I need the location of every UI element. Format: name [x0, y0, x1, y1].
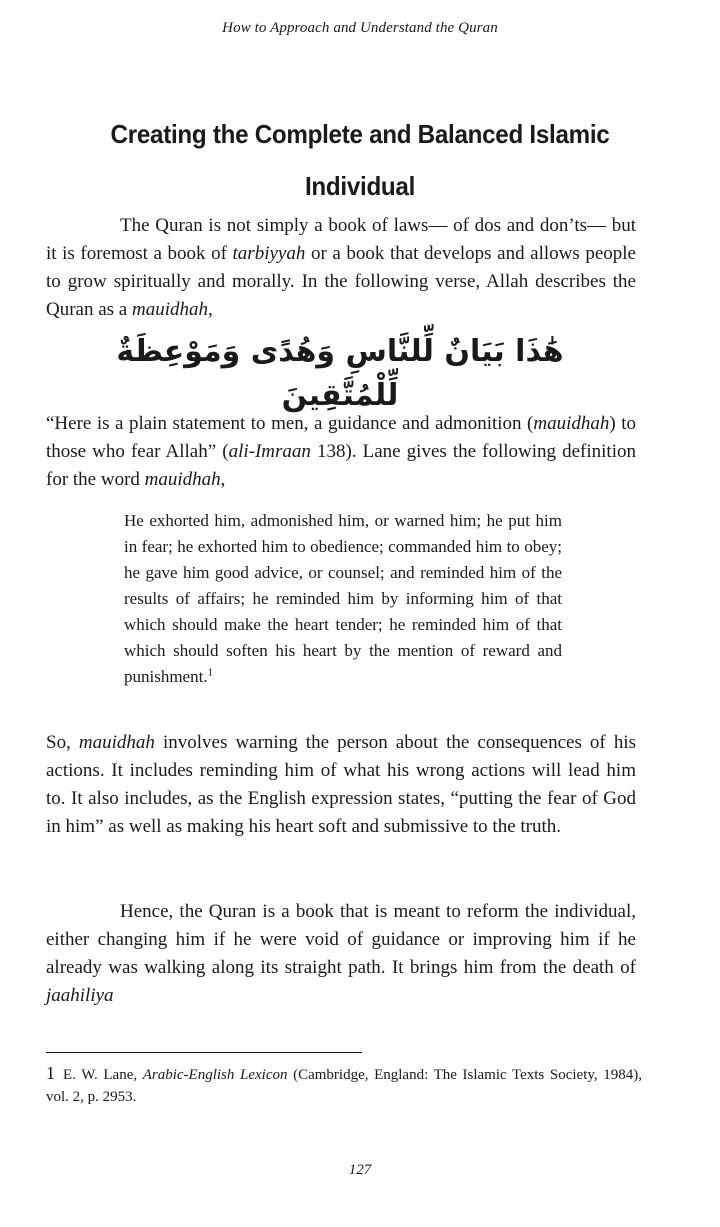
paragraph-intro: The Quran is not simply a book of laws— of dos and don’ts— but it is foremost a book of tarbiyyah or a book that develops and allows people to grow spiritually and morally. In the following verse, Allah describes the Quran as a mauidhah,	[46, 215, 636, 320]
paragraph-reform: Hence, the Quran is a book that is meant to reform the individual, either changing him if he were void of guidance or improving him if he already was walking along its straight path. It brings him from the death of jaahiliya	[46, 901, 636, 1006]
footnote-divider	[46, 1052, 362, 1053]
footnote: 1 E. W. Lane, Arabic-English Lexicon (Cambridge, England: The Islamic Texts Society, 1984), vol. 2, p. 2953.	[46, 1063, 643, 1105]
footnote-reference[interactable]: 1	[207, 666, 214, 679]
paragraph-translation: “Here is a plain statement to men, a guidance and admonition (mauidhah) to those who fear Allah” (ali-Imraan 138). Lane gives the following definition for the word mauidhah,	[46, 413, 636, 490]
paragraph-mauidhah: So, mauidhah involves warning the person about the consequences of his actions. It includes reminding him of what his wrong actions will lead him to. It also includes, as the English expression states, “putting the fear of God in him” as well as making his heart soft and submissive to the truth.	[46, 732, 636, 837]
arabic-verse: هَٰذَا بَيَانٌ لِّلنَّاسِ وَهُدًى وَمَوْعِظَةٌ لِّلْمُتَّقِينَ	[116, 334, 564, 413]
footnote-number: 1	[46, 1063, 55, 1083]
chapter-title: Creating the Complete and Balanced Islamic Individual	[110, 119, 610, 201]
running-header: How to Approach and Understand the Quran	[222, 20, 498, 36]
page-number: 127	[348, 1162, 372, 1178]
block-quote: He exhorted him, admonished him, or warned him; he put him in fear; he exhorted him to obedience; commanded him to obey; he gave him good advice, or counsel; and reminded him of the results of affairs; he reminded him by informing him of that which should make the heart tender; he reminded him of that which should soften his heart by the mention of reward and punishment.$^1$	[124, 511, 562, 686]
